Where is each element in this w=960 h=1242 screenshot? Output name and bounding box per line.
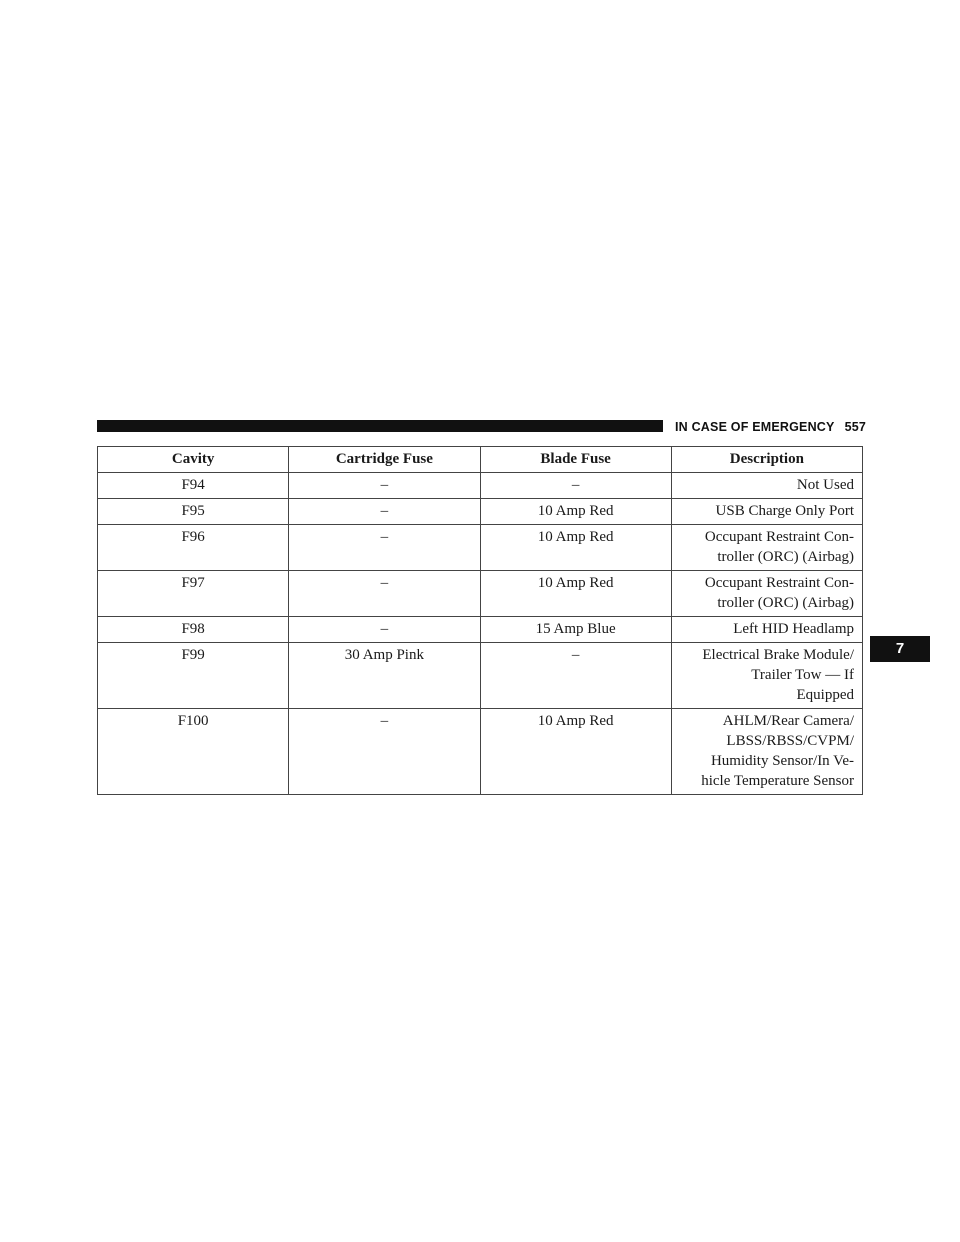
cell-description: Electrical Brake Module/ Trailer Tow — If Equipped <box>671 643 862 709</box>
cell-cartridge: – <box>289 499 480 525</box>
cell-cartridge: – <box>289 617 480 643</box>
table-row <box>98 617 863 643</box>
cell-blade: – <box>480 473 671 499</box>
cell-description: USB Charge Only Port <box>671 499 862 525</box>
table-row <box>98 525 863 571</box>
cell-description: Left HID Headlamp <box>671 617 862 643</box>
cell-cavity: F94 <box>98 473 289 499</box>
cell-cavity: F98 <box>98 617 289 643</box>
cell-cavity: F96 <box>98 525 289 571</box>
section-title: IN CASE OF EMERGENCY <box>675 420 835 434</box>
table-row <box>98 473 863 499</box>
cell-cartridge: – <box>289 473 480 499</box>
cell-description: Not Used <box>671 473 862 499</box>
cell-cartridge: – <box>289 709 480 795</box>
cell-blade: 10 Amp Red <box>480 525 671 571</box>
chapter-tab: 7 <box>870 636 930 662</box>
header-cavity: Cavity <box>98 447 289 473</box>
running-header <box>675 418 866 436</box>
cell-description: Occupant Restraint Con- troller (ORC) (Airbag) <box>671 571 862 617</box>
cell-cartridge: – <box>289 525 480 571</box>
cell-cartridge: 30 Amp Pink <box>289 643 480 709</box>
cell-cartridge: – <box>289 571 480 617</box>
table-row <box>98 571 863 617</box>
header-rule <box>97 420 663 432</box>
cell-cavity: F100 <box>98 709 289 795</box>
cell-blade: – <box>480 643 671 709</box>
cell-blade: 10 Amp Red <box>480 499 671 525</box>
cell-description: AHLM/Rear Camera/ LBSS/RBSS/CVPM/ Humidity Sensor/In Ve- hicle Temperature Sensor <box>671 709 862 795</box>
cell-blade: 10 Amp Red <box>480 571 671 617</box>
cell-blade: 10 Amp Red <box>480 709 671 795</box>
page-number: 557 <box>844 420 867 434</box>
header-description: Description <box>671 447 862 473</box>
table-header-row <box>98 447 863 473</box>
table-row <box>98 709 863 795</box>
cell-cavity: F95 <box>98 499 289 525</box>
cell-description: Occupant Restraint Con- troller (ORC) (Airbag) <box>671 525 862 571</box>
cell-cavity: F99 <box>98 643 289 709</box>
cell-blade: 15 Amp Blue <box>480 617 671 643</box>
table-row <box>98 643 863 709</box>
header-cartridge-fuse: Cartridge Fuse <box>289 447 480 473</box>
table-row <box>98 499 863 525</box>
header-blade-fuse: Blade Fuse <box>480 447 671 473</box>
cell-cavity: F97 <box>98 571 289 617</box>
fuse-table <box>97 446 863 795</box>
